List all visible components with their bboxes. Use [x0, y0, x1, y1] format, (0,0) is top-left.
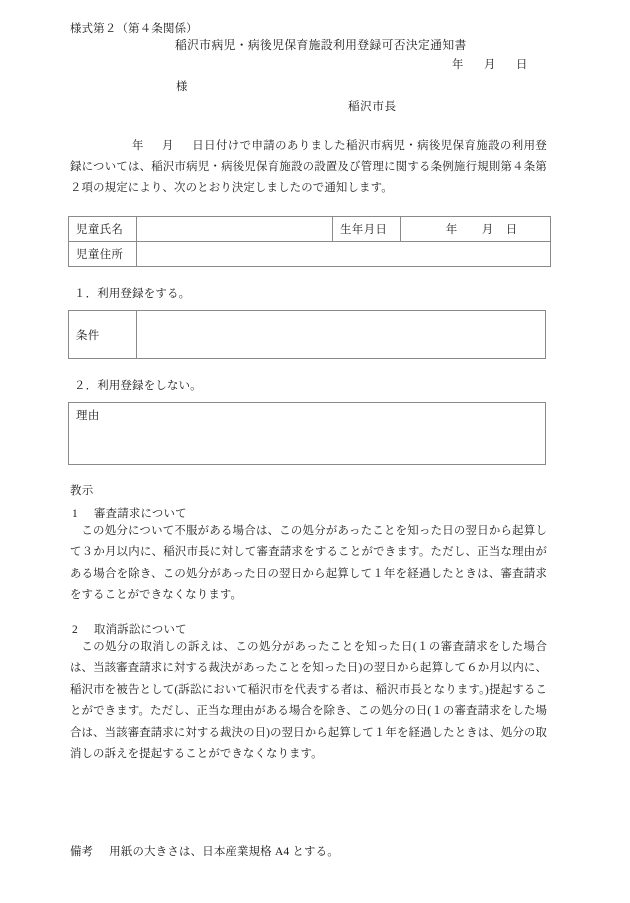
application-date-year-label: 年 — [132, 140, 144, 152]
child-dob-day-label: 日 — [505, 224, 518, 236]
addressee-suffix: 様 — [176, 81, 188, 93]
child-name-label: 児童氏名 — [76, 224, 124, 236]
instruction-1-body: この処分について不服がある場合は、この処分があったことを知った日の翌日から起算して３か月以内に、稲沢市長に対して審査請求をすることができます。ただし、正当な理由がある場合を除き、この処分があった日の翌日から起算して１年を経過したときは、審査請求をすることができなくなります。 — [70, 525, 547, 602]
remarks-note — [70, 847, 339, 858]
decision-option-1-heading: １．利用登録をする。 — [74, 288, 191, 300]
condition-label: 条件 — [76, 329, 100, 342]
child-dob-month-label: 月 — [481, 224, 494, 236]
instruction-1-number: 1 — [72, 508, 78, 520]
reason-value-cell[interactable] — [69, 403, 546, 465]
table-row — [69, 403, 546, 465]
child-address-label-cell — [69, 242, 137, 267]
instruction-2-number: 2 — [72, 624, 78, 636]
instruction-2-body: この処分の取消しの訴えは、この処分があったことを知った日(１の審査請求をした場合は、当該審査請求に対する裁決があったことを知った日)の翌日から起算して６か月以内に、稲沢市を被告として(訴訟において稲沢市を代表する者は、稲沢市長となります。)提起することができます。ただし、正当な理由がある場合を除き、この処分の日(１の審査請求をした場合は、当該審査請求に対する裁決の日)の翌日から起算して１年を経過したときは、処分の取消しの訴えを提起することができなくなります。 — [70, 641, 547, 761]
child-address-label: 児童住所 — [76, 249, 124, 261]
issue-date-month-label: 月 — [484, 59, 496, 71]
instructions-section-title: 教示 — [70, 485, 94, 497]
child-dob-value-cell[interactable] — [401, 217, 551, 242]
reason-table — [68, 402, 546, 465]
issuer-name: 稲沢市長 — [348, 100, 397, 113]
condition-value-cell[interactable] — [137, 311, 546, 359]
condition-label-cell — [69, 311, 137, 359]
instruction-1-heading — [72, 505, 187, 521]
child-dob-year-label: 年 — [445, 224, 458, 236]
instruction-2-heading-text: 取消訴訟について — [94, 624, 187, 636]
issue-date-year-label: 年 — [452, 59, 464, 71]
reason-label: 理由 — [76, 410, 100, 422]
intro-paragraph — [70, 136, 547, 198]
child-dob-label-cell — [333, 217, 401, 242]
reason-value — [69, 423, 545, 427]
document-title: 稲沢市病児・病後児保育施設利用登録可否決定通知書 — [175, 38, 467, 52]
table-row — [69, 242, 551, 267]
child-name-value-cell[interactable] — [137, 217, 333, 242]
remarks-text: 用紙の大きさは、日本産業規格 A4 とする。 — [109, 846, 339, 858]
issue-date-day-label: 日 — [516, 59, 528, 71]
table-row — [69, 311, 546, 359]
application-date-month-label: 月 — [162, 140, 174, 152]
application-date-day-label: 日 — [192, 140, 205, 152]
instruction-2-heading — [72, 621, 187, 637]
decision-option-2-heading: ２．利用登録をしない。 — [74, 380, 202, 392]
table-row — [69, 217, 551, 242]
child-address-value-cell[interactable] — [137, 242, 551, 267]
child-name-label-cell — [69, 217, 137, 242]
child-dob-label: 生年月日 — [340, 224, 388, 236]
condition-table — [68, 310, 546, 359]
form-number-label: 様式第２（第４条関係） — [70, 23, 198, 35]
issue-date-line — [452, 60, 528, 71]
child-info-table — [68, 216, 551, 267]
intro-paragraph-text: 日付けで申請のありました稲沢市病児・病後児保育施設の利用登録については、稲沢市病児・病後児保育施設の設置及び管理に関する条例施行規則第４条第２項の規定により、次のとおり決定しましたので通知します。 — [70, 140, 547, 194]
remarks-label: 備考 — [70, 846, 94, 858]
instruction-1-heading-text: 審査請求について — [94, 508, 187, 520]
